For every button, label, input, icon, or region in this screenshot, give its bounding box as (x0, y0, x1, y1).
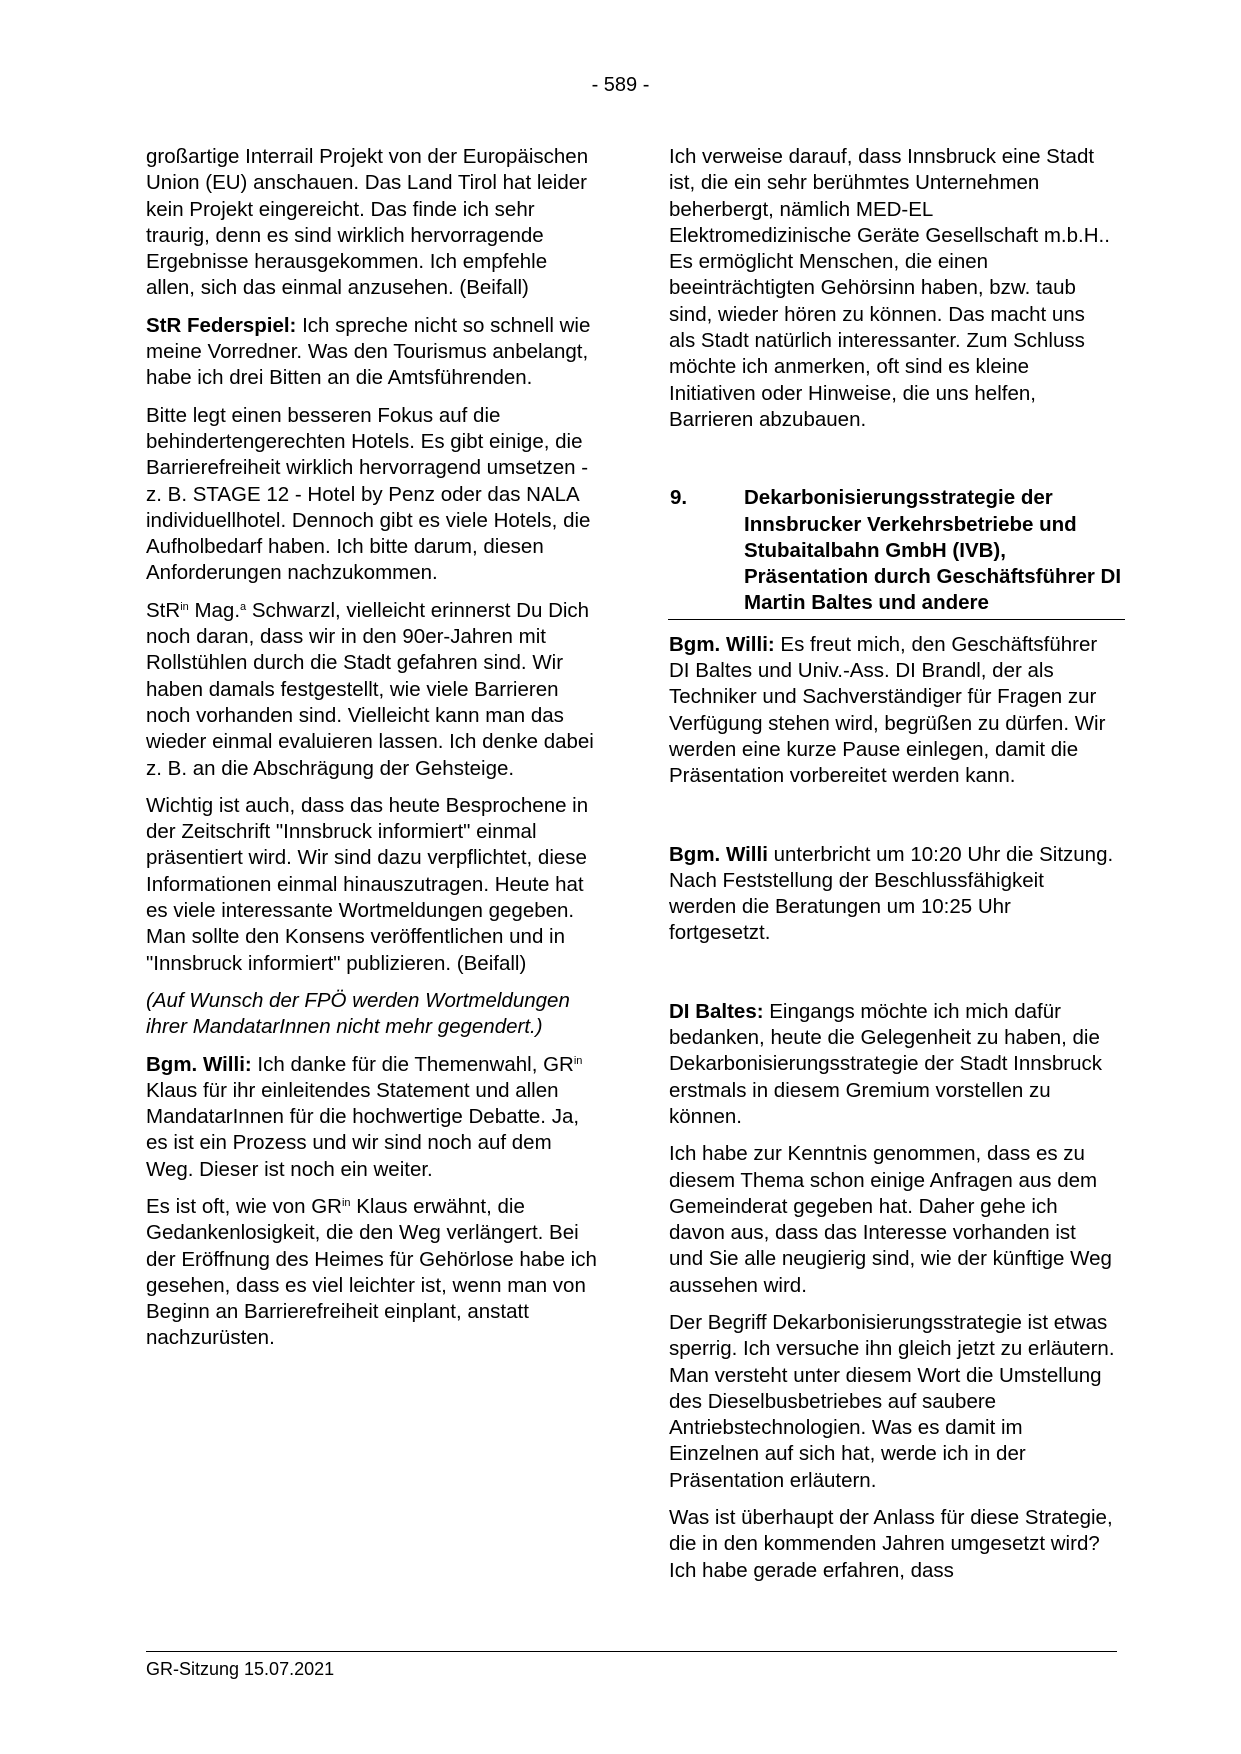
text-fragment: Es ist oft, wie von GR (146, 1194, 342, 1218)
paragraph: Der Begriff Dekarbonisierungsstrategie ist etwas sperrig. Ich versuche ihn gleich jetzt zu erläutern. Man versteht unter diesem Wort die Umstellung des Dieselbusbetriebes auf saubere Antriebstechnologien. Was es damit im Einzelnen auf sich hat, werde ich in der Präsentation erläutern. (669, 1310, 1115, 1492)
editorial-note (146, 988, 598, 1041)
speaker-name: StR Federspiel: (146, 313, 297, 337)
speaker-name: Bgm. Willi (669, 842, 768, 866)
speech-text: unterbricht um 10:20 Uhr die Sitzung. Nach Feststellung der Beschlussfähigkeit werden die Beratungen um 10:25 Uhr fortgesetzt. (669, 842, 1114, 945)
paragraph (669, 632, 1115, 790)
text-fragment: Klaus erwähnt, die Gedankenlosigkeit, die den Weg verlängert. Bei der Eröffnung des Heimes für Gehörlose habe ich gesehen, dass es viel leichter ist, wenn man von Beginn an Barrierefreiheit einplant, anstatt nachzurüsten. (146, 1194, 597, 1350)
superscript: in (341, 1196, 351, 1209)
right-column (669, 144, 1122, 1595)
page-number: - 589 - (591, 74, 650, 96)
paragraph (669, 999, 1115, 1130)
speaker-name: Bgm. Willi: (146, 1052, 252, 1076)
paragraph: Ich verweise darauf, dass Innsbruck eine Stadt ist, die ein sehr berühmtes Unternehmen beherbergt, nämlich MED-EL Elektromedizinische Geräte Gesellschaft m.b.H.. Es ermöglicht Menschen, die einen beeinträchtigten Gehörsinn haben, bzw. taub sind, wieder hören zu können. Das macht uns als Stadt natürlich interessanter. Zum Schluss möchte ich anmerken, oft sind es kleine Initiativen oder Hinweise, die uns helfen, Barrieren abzubauen. (669, 145, 1110, 431)
text-fragment: Schwarzl, vielleicht erinnerst Du Dich noch daran, dass wir in den 90er-Jahren mit Rollstühlen durch die Stadt gefahren sind. Wir haben damals festgestellt, wie viele Barrieren noch vorhanden sind. Vielleicht kann man das wieder einmal evaluieren lassen. Ich denke dabei z. B. an die Abschrägung der Gehsteige. (146, 598, 594, 780)
text-fragment: Mag. (188, 598, 241, 622)
speech-text: Es freut mich, den Geschäftsführer DI Baltes und Univ.-Ass. DI Brandl, der als Techniker und Sachverständiger für Fragen zur Verfügung stehen wird, begrüßen zu dürfen. Wir werden eine kurze Pause einlegen, damit die Präsentation vorbereitet werden kann. (669, 632, 1106, 788)
speech-text: Eingangs möchte ich mich dafür bedanken, heute die Gelegenheit zu haben, die Dekarbonisierungsstrategie der Stadt Innsbruck erstmals in diesem Gremium vorstellen zu können. (669, 999, 1103, 1128)
paragraph (146, 1194, 598, 1352)
paragraph: Bitte legt einen besseren Fokus auf die behindertengerechten Hotels. Es gibt einige, die Barrierefreiheit wirklich hervorragend umsetzen - z. B. STAGE 12 - Hotel by Penz oder das NALA individuellhotel. Dennoch gibt es viele Hotels, die Aufholbedarf haben. Ich bitte darum, diesen Anforderungen nachzukommen. (146, 403, 591, 585)
agenda-number: 9. (670, 486, 688, 510)
text-fragment: Klaus für ihr einleitendes Statement und allen MandatarInnen für die hochwertige Debatte. Ja, es ist ein Prozess und wir sind noch auf dem Weg. Dieser ist noch ein weiter. (146, 1078, 580, 1181)
procedural-note (669, 842, 1115, 947)
superscript: in (573, 1054, 583, 1067)
speaker-name: Bgm. Willi: (669, 632, 775, 656)
speaker-name: DI Baltes: (669, 999, 764, 1023)
speech-text: Ich spreche nicht so schnell wie meine Vorredner. Was den Tourismus anbelangt, habe ich drei Bitten an die Amtsführenden. (146, 313, 591, 390)
superscript: in (180, 600, 189, 613)
italic-note-text: (Auf Wunsch der FPÖ werden Wortmeldungen ihrer MandatarInnen nicht mehr gegendert.) (146, 988, 570, 1039)
text-fragment: StR (146, 598, 181, 622)
footer-text: GR-Sitzung 15.07.2021 (146, 1659, 335, 1679)
paragraph (146, 1052, 598, 1183)
paragraph: großartige Interrail Projekt von der Europäischen Union (EU) anschauen. Das Land Tirol hat leider kein Projekt eingereicht. Das finde ich sehr traurig, denn es sind wirklich hervorragende Ergebnisse herausgekommen. Ich empfehle allen, sich das einmal anzusehen. (Beifall) (146, 145, 589, 300)
paragraph: Ich habe zur Kenntnis genommen, dass es zu diesem Thema schon einige Anfragen aus dem Gemeinderat gegeben hat. Daher gehe ich davon aus, dass das Interesse vorhanden ist und Sie alle neugierig sind, wie der künftige Weg aussehen wird. (669, 1142, 1112, 1297)
paragraph: Wichtig ist auch, dass das heute Besprochene in der Zeitschrift "Innsbruck informiert" einmal präsentiert wird. Wir sind dazu verpflichtet, diese Informationen einmal hinauszutragen. Heute hat es viele interessante Wortmeldungen gegeben. Man sollte den Konsens veröffentlichen und in "Innsbruck informiert" publizieren. (Beifall) (146, 793, 589, 975)
left-column (146, 144, 598, 1363)
text-fragment: Ich danke für die Themenwahl, GR (251, 1052, 574, 1076)
superscript: a (240, 600, 247, 613)
paragraph: Was ist überhaupt der Anlass für diese Strategie, die in den kommenden Jahren umgesetzt wird? Ich habe gerade erfahren, dass (669, 1506, 1113, 1582)
agenda-title: Dekarbonisierungsstrategie der Innsbrucker Verkehrsbetriebe und Stubaitalbahn GmbH (IVB), Präsentation durch Geschäftsführer DI Martin Baltes und andere (744, 486, 1122, 615)
footer-rule (146, 1651, 1117, 1652)
paragraph (146, 598, 598, 782)
paragraph (146, 313, 598, 392)
agenda-item-heading (668, 485, 1125, 619)
